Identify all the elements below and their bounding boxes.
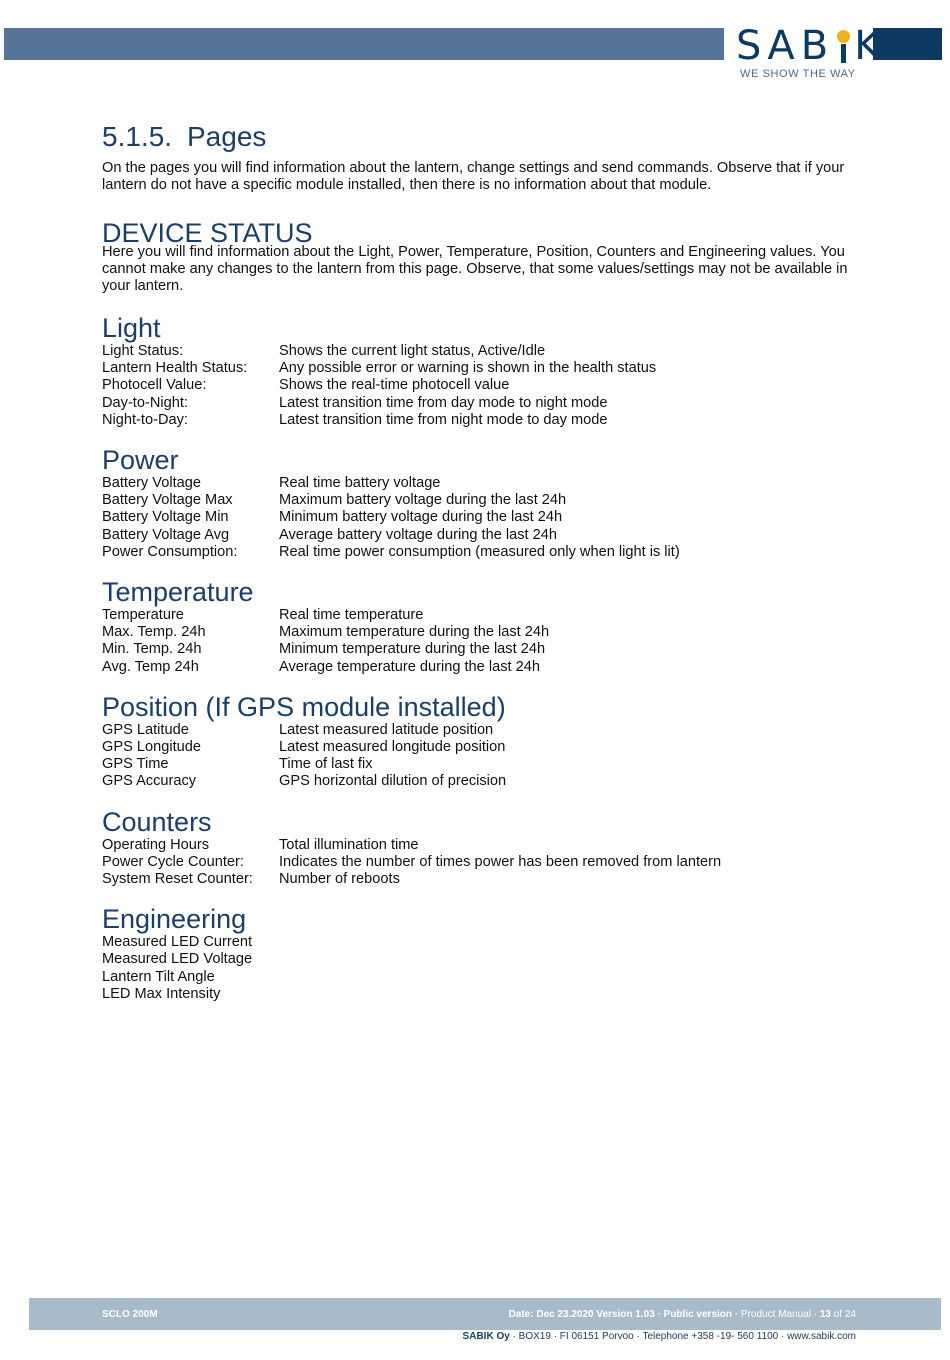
logo-letter: A <box>767 23 801 69</box>
status-row <box>102 722 862 739</box>
status-label: Operating Hours <box>102 836 210 853</box>
group-heading: Counters <box>102 806 212 837</box>
status-label: Battery Voltage Avg <box>102 526 230 543</box>
status-description <box>279 934 862 951</box>
status-description: Real time battery voltage <box>279 475 441 492</box>
status-description: Latest transition time from night mode to day mode <box>279 411 608 428</box>
status-label: GPS Accuracy <box>102 773 197 790</box>
status-label: Avg. Temp 24h <box>102 658 199 675</box>
page-content <box>102 120 862 1003</box>
status-label: System Reset Counter: <box>102 871 253 888</box>
group-heading: Power <box>102 445 179 476</box>
status-description <box>279 969 862 986</box>
status-description: Real time temperature <box>279 607 424 624</box>
status-label: Lantern Health Status: <box>102 360 248 377</box>
status-row <box>102 659 862 676</box>
status-label: Light Status: <box>102 343 184 359</box>
header-bar <box>4 28 724 60</box>
footer-info <box>509 1309 856 1320</box>
status-label: Photocell Value: <box>102 377 207 394</box>
status-description: Number of reboots <box>279 871 400 888</box>
section-heading <box>102 120 862 154</box>
section-title: Pages <box>187 121 267 152</box>
status-row <box>102 756 862 773</box>
status-description: Minimum battery voltage during the last 24h <box>279 509 563 526</box>
status-row <box>102 854 862 871</box>
status-description: Average temperature during the last 24h <box>279 658 540 675</box>
device-status-heading: DEVICE STATUS <box>102 218 313 248</box>
footer-address <box>463 1331 856 1342</box>
section-number: 5.1.5. <box>102 121 173 152</box>
status-label: Measured LED Voltage <box>102 951 253 968</box>
status-row <box>102 395 862 412</box>
logo-tagline: WE SHOW THE WAY <box>740 68 856 80</box>
status-row <box>102 544 862 561</box>
section-intro: On the pages you will find information about the lantern, change settings and send commands. Observe that if your lantern do not have a specific module installed, then there is no information about that module. <box>102 160 845 193</box>
status-description: GPS horizontal dilution of precision <box>279 773 507 790</box>
status-label: Battery Voltage Min <box>102 509 229 526</box>
logo-letter: K <box>854 23 887 69</box>
status-description: Latest measured longitude position <box>279 739 506 756</box>
status-row <box>102 475 862 492</box>
status-row <box>102 871 862 888</box>
status-groups <box>102 313 862 1003</box>
logo-i-dot-icon <box>834 24 854 68</box>
footer-page-total: of 24 <box>830 1309 856 1320</box>
status-row <box>102 343 862 360</box>
status-description: Maximum temperature during the last 24h <box>279 624 550 641</box>
footer-address-text: · BOX19 · FI 06151 Porvoo · Telephone +358 -19- 560 1100 · www.sabik.com <box>509 1331 856 1342</box>
group-heading: Engineering <box>102 904 247 935</box>
status-label: Min. Temp. 24h <box>102 641 202 658</box>
status-label: Power Consumption: <box>102 543 238 560</box>
group-heading: Position (If GPS module installed) <box>102 691 506 722</box>
status-description: Any possible error or warning is shown in the health status <box>279 360 657 377</box>
status-label: LED Max Intensity <box>102 985 221 1002</box>
status-row <box>102 969 862 986</box>
status-description: Latest measured latitude position <box>279 721 494 738</box>
status-row <box>102 509 862 526</box>
status-description: Maximum battery voltage during the last 24h <box>279 492 567 509</box>
status-row <box>102 377 862 394</box>
status-description <box>279 986 862 1003</box>
status-row <box>102 837 862 854</box>
device-status-description: Here you will find information about the Light, Power, Temperature, Position, Counters and Engineering values. You cannot make any changes to the lantern from this page. Observe, that some values/settings may not be available in your lantern. <box>102 244 848 294</box>
status-row <box>102 739 862 756</box>
status-row <box>102 934 862 951</box>
status-description: Indicates the number of times power has been removed from lantern <box>279 853 722 870</box>
status-row <box>102 607 862 624</box>
status-description <box>279 951 862 968</box>
logo-letter: S <box>736 23 768 69</box>
status-label: Night-to-Day: <box>102 411 188 428</box>
status-description: Total illumination time <box>279 836 419 853</box>
status-label: GPS Latitude <box>102 721 189 738</box>
status-row <box>102 773 862 790</box>
footer-product: SCLO 200M <box>102 1309 158 1320</box>
status-row <box>102 412 862 429</box>
status-label: Temperature <box>102 607 184 624</box>
footer-company: SABIK Oy <box>462 1331 510 1342</box>
status-label: Battery Voltage Max <box>102 492 233 509</box>
sabik-logo <box>736 23 887 84</box>
status-description: Time of last fix <box>279 756 373 773</box>
status-row <box>102 624 862 641</box>
status-description: Latest transition time from day mode to night mode <box>279 394 608 411</box>
status-description: Minimum temperature during the last 24h <box>279 641 546 658</box>
status-label: GPS Longitude <box>102 739 201 756</box>
status-label: Battery Voltage <box>102 475 201 492</box>
status-row <box>102 951 862 968</box>
status-row <box>102 641 862 658</box>
group-heading: Temperature <box>102 577 254 608</box>
footer-doc-type: Product Manual · <box>738 1309 820 1320</box>
status-label: Lantern Tilt Angle <box>102 968 215 985</box>
footer-page-number: 13 <box>819 1309 831 1320</box>
status-row <box>102 527 862 544</box>
status-description: Real time power consumption (measured only when light is lit) <box>279 543 680 560</box>
footer-date-version: Date: Dec 23.2020 Version 1.03 · Public version · <box>508 1309 739 1320</box>
status-label: Measured LED Current <box>102 934 253 951</box>
status-label: Day-to-Night: <box>102 394 188 411</box>
status-description: Average battery voltage during the last 24h <box>279 526 558 543</box>
status-label: Power Cycle Counter: <box>102 853 244 870</box>
group-heading: Light <box>102 313 161 343</box>
status-row <box>102 492 862 509</box>
status-label: GPS Time <box>102 756 169 773</box>
logo-letter: B <box>800 23 835 69</box>
status-row <box>102 360 862 377</box>
footer-bar <box>29 1298 941 1330</box>
status-description: Shows the real-time photocell value <box>279 377 510 394</box>
status-row <box>102 986 862 1003</box>
status-description: Shows the current light status, Active/Idle <box>279 343 546 359</box>
status-label: Max. Temp. 24h <box>102 624 206 641</box>
